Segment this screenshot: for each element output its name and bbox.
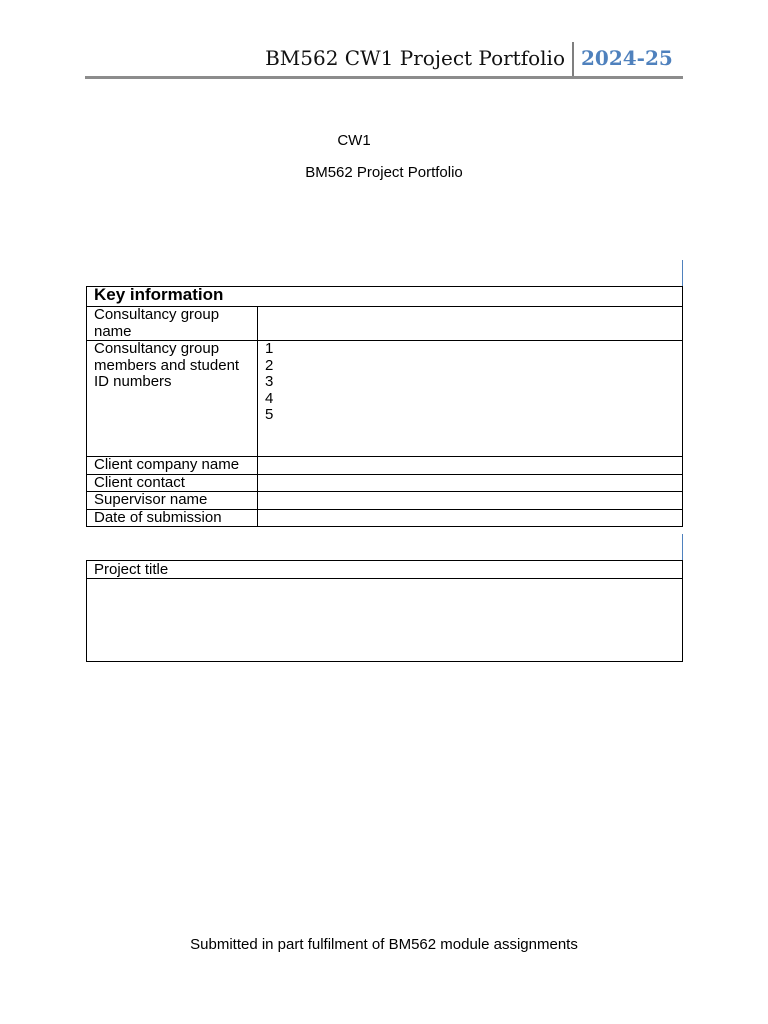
header-title: BM562 CW1 Project Portfolio bbox=[265, 46, 565, 70]
client-company-label: Client company name bbox=[87, 457, 258, 475]
submission-statement: Submitted in part fulfilment of BM562 module assignments bbox=[190, 936, 578, 953]
supervisor-label: Supervisor name bbox=[87, 492, 258, 510]
member-number: 2 bbox=[265, 356, 274, 374]
group-name-label: Consultancy group name bbox=[87, 307, 258, 341]
group-name-field[interactable] bbox=[258, 307, 683, 341]
member-number: 1 bbox=[265, 340, 274, 357]
project-title-label: Project title bbox=[87, 561, 683, 579]
members-field[interactable] bbox=[258, 341, 683, 457]
submission-date-field[interactable] bbox=[258, 509, 683, 527]
member-number: 3 bbox=[265, 373, 274, 390]
header-year: 2024-25 bbox=[581, 46, 673, 70]
cover-cw1: CW1 bbox=[337, 132, 371, 149]
cover-subtitle: BM562 Project Portfolio bbox=[305, 164, 463, 181]
key-information-heading: Key information bbox=[87, 287, 683, 307]
client-contact-field[interactable] bbox=[258, 474, 683, 492]
project-title-table bbox=[86, 560, 683, 662]
supervisor-field[interactable] bbox=[258, 492, 683, 510]
client-company-field[interactable] bbox=[258, 457, 683, 475]
page-header bbox=[85, 42, 683, 78]
member-number: 4 bbox=[265, 389, 274, 407]
key-information-table bbox=[86, 286, 683, 527]
project-title-field[interactable] bbox=[87, 579, 683, 662]
header-separator bbox=[572, 42, 574, 78]
submission-date-label: Date of submission bbox=[87, 509, 258, 527]
member-number: 5 bbox=[265, 406, 274, 423]
members-label: Consultancy group members and student ID numbers bbox=[87, 341, 258, 457]
header-rule bbox=[85, 76, 683, 79]
client-contact-label: Client contact bbox=[87, 474, 258, 492]
